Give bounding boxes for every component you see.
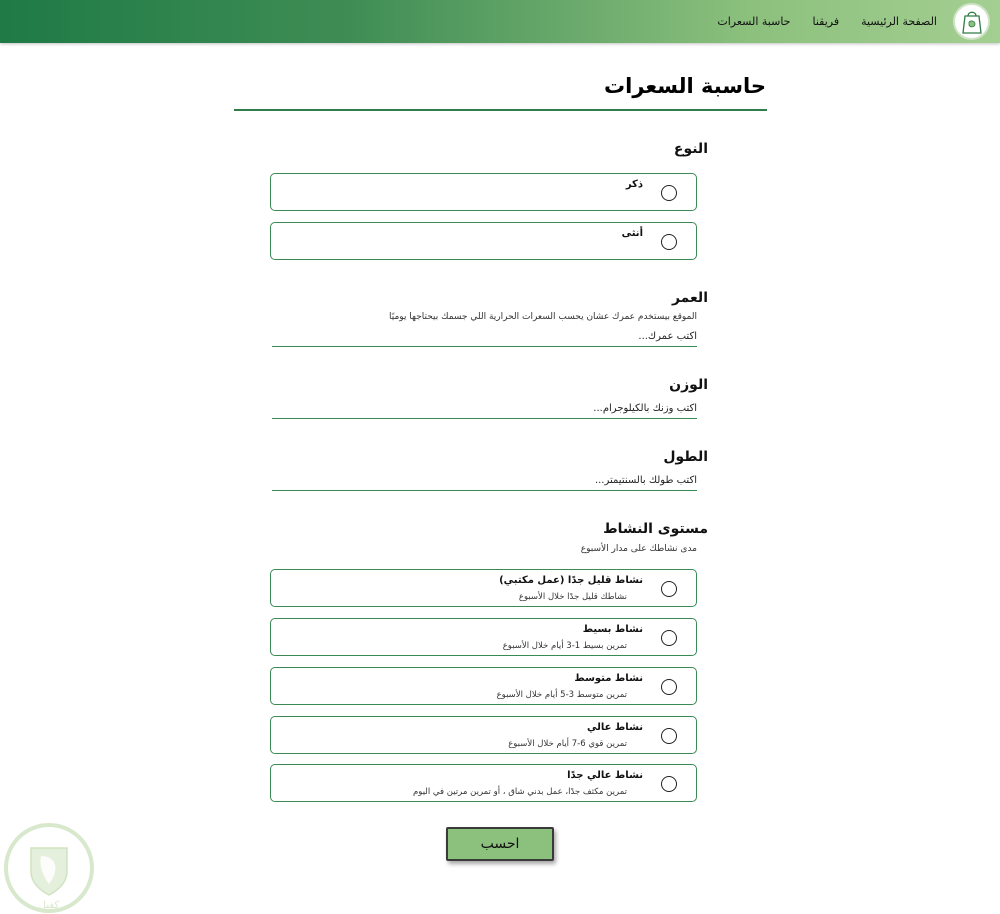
gender-option-female[interactable] <box>270 222 697 260</box>
activity-option-light[interactable] <box>270 618 697 656</box>
gender-option-label: ذكر <box>625 179 643 190</box>
activity-option-desc: تمرين متوسط 3-5 أيام خلال الأسبوع <box>496 690 627 700</box>
activity-option-label: نشاط عالي جدًا <box>567 770 643 781</box>
gender-option-male[interactable] <box>270 173 697 211</box>
title-divider <box>234 109 767 111</box>
radio-female[interactable] <box>661 234 677 250</box>
age-input[interactable] <box>272 327 697 347</box>
gender-heading: النوع <box>673 141 708 157</box>
activity-option-desc: تمرين بسيط 1-3 أيام خلال الأسبوع <box>502 641 627 651</box>
navbar <box>0 0 1000 43</box>
activity-option-moderate[interactable] <box>270 667 697 705</box>
radio-moderate[interactable] <box>661 679 677 695</box>
activity-option-label: نشاط متوسط <box>574 673 643 684</box>
watermark-text: كفيل <box>38 900 60 911</box>
nav-links <box>717 0 937 43</box>
nav-link-team[interactable]: فريقنا <box>812 15 840 28</box>
activity-option-high[interactable] <box>270 716 697 754</box>
activity-option-label: نشاط قليل جدًا (عمل مكتبي) <box>499 575 643 586</box>
activity-heading: مستوى النشاط <box>603 521 708 537</box>
activity-hint: مدى نشاطك على مدار الأسبوع <box>580 544 697 554</box>
activity-option-desc: تمرين مكثف جدًا، عمل بدني شاق ، أو تمرين مرتين في اليوم <box>413 787 627 797</box>
calculate-button[interactable]: احسب <box>446 827 554 861</box>
activity-option-very-high[interactable] <box>270 764 697 802</box>
nav-link-home[interactable]: الصفحة الرئيسية <box>861 15 937 28</box>
weight-heading: الوزن <box>669 377 708 393</box>
radio-sedentary[interactable] <box>661 581 677 597</box>
shopping-bag-icon <box>960 9 984 35</box>
weight-input[interactable] <box>272 399 697 419</box>
gender-option-label: أنثى <box>621 228 643 239</box>
height-input[interactable] <box>272 471 697 491</box>
activity-option-label: نشاط عالي <box>586 722 643 733</box>
activity-option-desc: نشاطك قليل جدًا خلال الأسبوع <box>518 592 627 602</box>
watermark-logo-icon <box>3 822 95 914</box>
activity-option-desc: تمرين قوي 6-7 أيام خلال الأسبوع <box>508 739 627 749</box>
activity-option-sedentary[interactable] <box>270 569 697 607</box>
radio-light[interactable] <box>661 630 677 646</box>
nav-link-calculator[interactable]: حاسبة السعرات <box>717 15 791 28</box>
age-heading: العمر <box>671 290 708 306</box>
height-heading: الطول <box>663 449 708 465</box>
radio-very-high[interactable] <box>661 776 677 792</box>
site-logo-icon[interactable] <box>953 3 990 40</box>
page-title: حاسبة السعرات <box>604 74 766 98</box>
radio-high[interactable] <box>661 728 677 744</box>
activity-option-label: نشاط بسيط <box>582 624 643 635</box>
age-hint: الموقع بيستخدم عمرك عشان يحسب السعرات الحرارية اللي جسمك بيحتاجها يوميًا <box>389 312 697 322</box>
radio-male[interactable] <box>661 185 677 201</box>
